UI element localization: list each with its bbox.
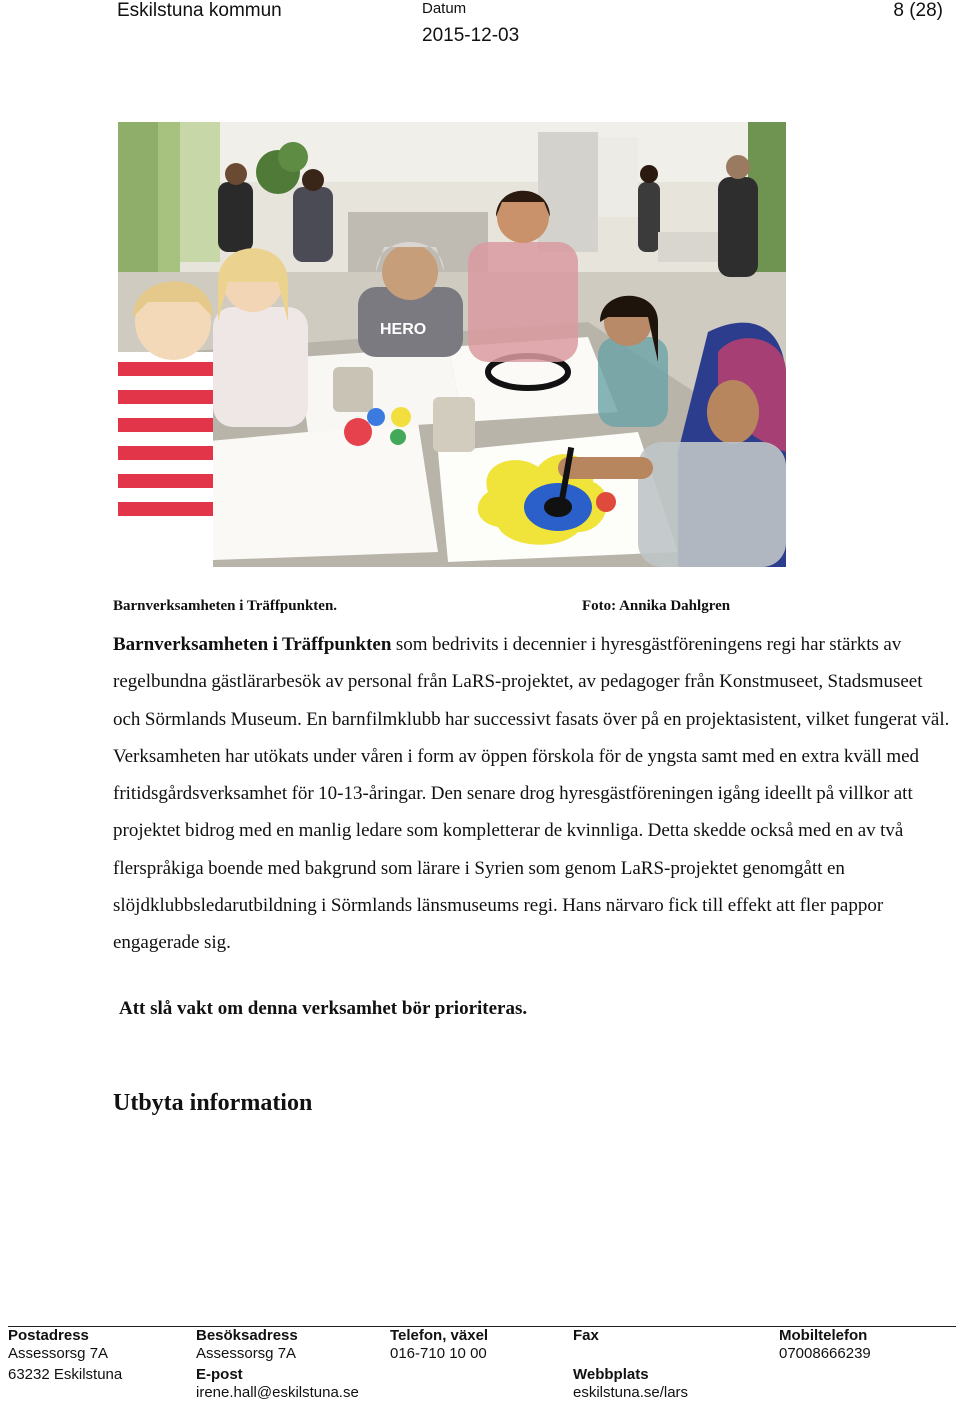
phone-number: 016-710 10 00	[390, 1345, 487, 1362]
priority-statement: Att slå vakt om denna verksamhet bör prioriteras.	[119, 998, 528, 1019]
footer-fax-web	[573, 1327, 688, 1402]
postal-address-city: 63232 Eskilstuna	[8, 1366, 123, 1383]
postal-address-label: Postadress	[8, 1327, 89, 1344]
phone-label: Telefon, växel	[390, 1327, 489, 1344]
email-address: irene.hall@eskilstuna.se	[196, 1384, 359, 1401]
organization-name: Eskilstuna kommun	[117, 0, 282, 21]
page-number: 8 (28)	[893, 0, 943, 21]
activity-photo	[118, 122, 786, 567]
document-date: 2015-12-03	[422, 25, 520, 46]
email-label: E-post	[196, 1366, 243, 1383]
footer-mobile	[779, 1327, 871, 1363]
photo-credit: Foto: Annika Dahlgren	[582, 598, 731, 614]
footer-postal-address	[8, 1327, 122, 1384]
photo-caption: Barnverksamheten i Träffpunkten.	[113, 598, 338, 614]
mobile-number: 07008666239	[779, 1345, 871, 1362]
shirt-print-text: HERO	[380, 321, 427, 338]
website-label: Webbplats	[573, 1366, 649, 1383]
visiting-address-label: Besöksadress	[196, 1327, 298, 1344]
postal-address-street: Assessorsg 7A	[8, 1345, 109, 1362]
paragraph-lead: Barnverksamheten i Träffpunkten	[113, 634, 392, 655]
date-label: Datum	[422, 0, 467, 17]
website-url: eskilstuna.se/lars	[573, 1384, 689, 1401]
section-heading: Utbyta information	[113, 1090, 313, 1116]
fax-label: Fax	[573, 1327, 599, 1344]
body-paragraph	[113, 626, 953, 962]
footer-visiting-address	[196, 1327, 359, 1402]
visiting-address-street: Assessorsg 7A	[196, 1345, 297, 1362]
mobile-label: Mobiltelefon	[779, 1327, 868, 1344]
paragraph-text: som bedrivits i decennier i hyresgästföreningens regi har stärkts av regelbundna gästlärarbesök av personal från LaRS-projektet, av pedagoger från Konstmuseet, Stadsmuseet och Sörmlands Museum. En barnfilmklubb har successivt fasats över på en projektasistent, vilket fungerat väl. Verksamheten har utökats under våren i form av öppen förskola för de yngsta samt med en extra kväll med fritidsgårdsverksamhet för 10-13-åringar. Den senare drog hyresgästföreningen igång ideellt på villkor att projektet bidrog med en manlig ledare som kompletterar de kvinnliga. Detta skedde också med en av två flerspråkiga boende med bakgrund som lärare i Syrien som genom LaRS-projektet genomgått en slöjdklubbsledarutbildning i Sörmlands länsmuseums regi. Hans närvaro fick till effekt att fler pappor engagerade sig.	[113, 634, 950, 954]
footer-phone	[390, 1327, 488, 1363]
